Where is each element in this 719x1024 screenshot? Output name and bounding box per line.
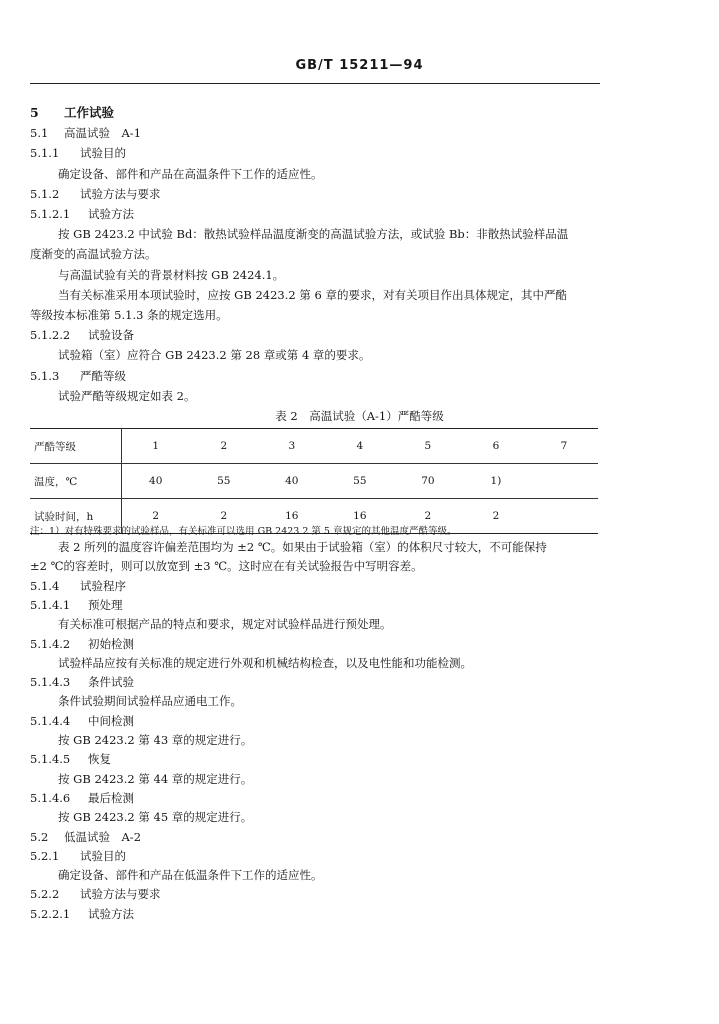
paragraph-line xyxy=(58,540,547,554)
line-text: 试验程序 xyxy=(80,578,126,593)
table-cell xyxy=(530,499,598,534)
clause-heading xyxy=(30,791,134,805)
header-rule xyxy=(30,83,600,84)
line-text: 最后检测 xyxy=(88,790,134,805)
clause-number: 5.1.4.2 xyxy=(30,636,71,651)
line-text: 预处理 xyxy=(88,597,123,612)
table-cell: 6 xyxy=(462,429,530,464)
line-text: 恢复 xyxy=(88,752,111,767)
line-text: 条件试验 xyxy=(88,675,134,690)
clause-heading xyxy=(30,675,134,689)
clause-heading xyxy=(30,369,126,383)
paragraph-line xyxy=(58,348,370,362)
table-cell: 4 xyxy=(326,429,394,464)
line-text: 确定设备、部件和产品在高温条件下工作的适应性。 xyxy=(58,166,323,181)
table-cell: 70 xyxy=(394,464,462,499)
clause-number: 5.1.3 xyxy=(30,368,60,383)
table-note: 注：1）对有特殊要求的试验样品，有关标准可以选用 GB 2423.2 第 5 章规定的其他温度严酷等级。 xyxy=(30,526,457,537)
clause-number: 5.1.2.1 xyxy=(30,207,71,221)
clause-number: 5.1.4.1 xyxy=(30,597,71,612)
clause-heading xyxy=(30,328,134,342)
table-cell: 2 xyxy=(394,499,462,534)
paragraph-line xyxy=(58,617,392,631)
table-cell: 2 xyxy=(190,499,258,534)
line-text: ±2 ℃的容差时，则可以放宽到 ±3 ℃。这时应在有关试验报告中写明容差。 xyxy=(30,559,423,574)
clause-number: 5.1.2.2 xyxy=(30,328,71,343)
clause-number: 5.2.2.1 xyxy=(30,906,71,921)
clause-heading xyxy=(30,752,111,766)
paragraph-line xyxy=(30,559,423,573)
clause-heading xyxy=(30,637,134,651)
standard-code-header: GB/T 15211—94 xyxy=(295,58,424,73)
line-text: 试验目的 xyxy=(80,848,126,863)
table-cell: 2 xyxy=(190,429,258,464)
clause-heading xyxy=(30,579,126,593)
line-text: 试验方法与要求 xyxy=(80,186,161,201)
clause-number: 5.1.1 xyxy=(30,146,60,161)
table-cell: 40 xyxy=(121,464,190,499)
paragraph-line xyxy=(58,268,284,282)
line-text: 试验方法 xyxy=(88,207,134,221)
table-cell: 40 xyxy=(258,464,326,499)
table-cell: 7 xyxy=(530,429,598,464)
table-cell: 2 xyxy=(121,499,190,534)
table-row xyxy=(30,429,598,464)
paragraph-line xyxy=(58,868,323,882)
clause-number: 5.2 xyxy=(30,829,49,844)
clause-number: 5.1.2 xyxy=(30,186,60,201)
paragraph-line xyxy=(58,227,568,241)
table-cell: 1) xyxy=(462,464,530,499)
line-text: 按 GB 2423.2 第 44 章的规定进行。 xyxy=(58,771,253,786)
line-text: 中间检测 xyxy=(88,713,134,728)
clause-number: 5.2.1 xyxy=(30,848,60,863)
table-cell: 3 xyxy=(258,429,326,464)
table-row xyxy=(30,464,598,499)
clause-heading xyxy=(30,714,134,728)
clause-number: 5.1.4.6 xyxy=(30,790,71,805)
table-cell: 55 xyxy=(326,464,394,499)
paragraph-line xyxy=(58,694,242,708)
paragraph-line xyxy=(58,772,252,786)
line-text: 条件试验期间试验样品应通电工作。 xyxy=(58,694,242,709)
table-cell: 16 xyxy=(326,499,394,534)
clause-heading xyxy=(30,849,126,863)
line-text: 试验方法与要求 xyxy=(80,887,161,902)
paragraph-line xyxy=(58,167,323,181)
clause-heading xyxy=(30,830,141,844)
paragraph-line xyxy=(30,308,228,322)
line-text: 当有关标准采用本项试验时，应按 GB 2423.2 第 6 章的要求，对有关项目作出具体规定，其中严酷 xyxy=(58,287,567,302)
table-cell: 1 xyxy=(121,429,190,464)
table-cell: 16 xyxy=(258,499,326,534)
line-text: 按 GB 2423.2 第 43 章的规定进行。 xyxy=(58,733,253,747)
line-text: 试验目的 xyxy=(80,146,126,161)
paragraph-line xyxy=(58,288,567,302)
clause-heading xyxy=(30,126,141,140)
clause-number: 5.1.4.4 xyxy=(30,713,71,728)
clause-number: 5.1.4.3 xyxy=(30,675,71,690)
line-text: 严酷等级 xyxy=(80,368,126,383)
clause-number: 5.1.4 xyxy=(30,578,60,593)
clause-number: 5.1 xyxy=(30,126,49,141)
paragraph-line xyxy=(58,810,252,824)
line-text: 确定设备、部件和产品在低温条件下工作的适应性。 xyxy=(58,868,323,883)
line-text: 等级按本标准第 5.1.3 条的规定选用。 xyxy=(30,308,228,322)
clause-heading xyxy=(30,207,134,221)
line-text: 按 GB 2423.2 中试验 Bd：散热试验样品温度渐变的高温试验方法，或试验 Bb：非散热试验样品温 xyxy=(58,227,569,242)
paragraph-line xyxy=(58,733,252,747)
line-text: 试验严酷等级规定如表 2。 xyxy=(58,388,196,403)
clause-heading xyxy=(30,187,161,201)
paragraph-line xyxy=(30,247,157,261)
row-header: 试验时间，h xyxy=(30,499,121,534)
line-text: 按 GB 2423.2 第 45 章的规定进行。 xyxy=(58,810,253,825)
clause-number: 5 xyxy=(30,105,39,120)
row-header: 温度，℃ xyxy=(30,464,121,499)
paragraph-line xyxy=(58,389,195,403)
table-cell xyxy=(530,464,598,499)
row-header: 严酷等级 xyxy=(30,429,121,464)
line-text: 初始检测 xyxy=(88,636,134,651)
clause-heading xyxy=(30,146,126,160)
section-heading xyxy=(30,106,114,120)
line-text: 有关标准可根据产品的特点和要求，规定对试验样品进行预处理。 xyxy=(58,617,392,632)
line-text: 试验设备 xyxy=(88,328,134,343)
table-cell: 5 xyxy=(394,429,462,464)
clause-number: 5.2.2 xyxy=(30,887,60,902)
clause-heading xyxy=(30,598,123,612)
line-text: 与高温试验有关的背景材料按 GB 2424.1。 xyxy=(58,267,285,282)
table-cell: 55 xyxy=(190,464,258,499)
line-text: 度渐变的高温试验方法。 xyxy=(30,247,157,262)
line-text: 高温试验 A-1 xyxy=(64,126,142,141)
clause-heading xyxy=(30,907,134,921)
line-text: 试验样品应按有关标准的规定进行外观和机械结构检查，以及电性能和功能检测。 xyxy=(58,655,472,670)
line-text: 低温试验 A-2 xyxy=(64,829,142,844)
line-text: 试验箱（室）应符合 GB 2423.2 第 28 章或第 4 章的要求。 xyxy=(58,348,371,363)
paragraph-line xyxy=(58,656,472,670)
clause-number: 5.1.4.5 xyxy=(30,752,71,767)
table-caption: 表 2 高温试验（A-1）严酷等级 xyxy=(275,409,444,423)
table-cell: 2 xyxy=(462,499,530,534)
line-text: 表 2 所列的温度容许偏差范围均为 ±2 ℃。如果由于试验箱（室）的体积尺寸较大，不可能保持 xyxy=(58,540,547,554)
line-text: 工作试验 xyxy=(64,105,115,120)
severity-grade-table xyxy=(30,428,598,534)
line-text: 试验方法 xyxy=(88,906,134,921)
clause-heading xyxy=(30,887,161,901)
